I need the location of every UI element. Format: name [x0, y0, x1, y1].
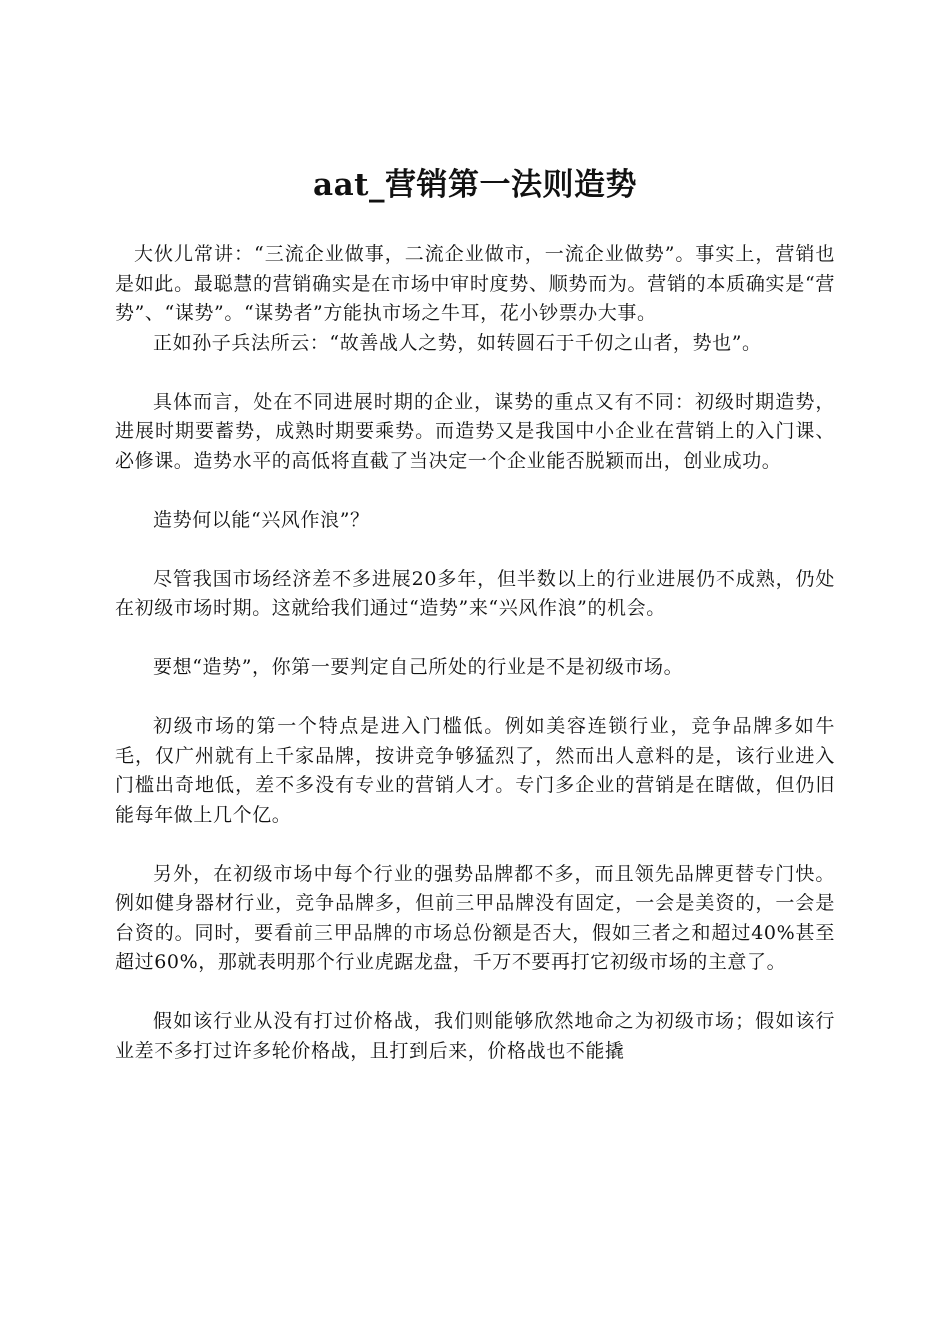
paragraph-spacer: [115, 683, 835, 713]
paragraph-8: 另外，在初级市场中每个行业的强势品牌都不多，而且领先品牌更替专门快。例如健身器材行业，竞争品牌多，但前三甲品牌没有固定，一会是美资的，一会是台资的。同时，要看前三甲品牌的市场总份额是否大，假如三者之和超过40%甚至超过60%，那就表明那个行业虎踞龙盘，千万不要再打它初级市场的主意了。: [115, 862, 835, 973]
paragraph-spacer: [115, 978, 835, 1008]
paragraph-4: 造势何以能“兴风作浪”？: [153, 508, 370, 531]
paragraph-spacer: [115, 535, 835, 565]
paragraph-1: 大伙儿常讲：“三流企业做事，二流企业做市，一流企业做势”。事实上，营销也是如此。最聪慧的营销确实是在市场中审时度势、顺势而为。营销的本质确实是“营势”、“谋势”。“谋势者”方能执市场之牛耳，花小钞票办大事。: [115, 243, 835, 324]
paragraph-spacer: [115, 476, 835, 506]
paragraph-spacer: [115, 830, 835, 860]
paragraph-6: 要想“造势”，你第一要判定自己所处的行业是不是初级市场。: [153, 656, 684, 678]
document-title: aat_营销第一法则造势: [313, 167, 637, 203]
paragraph-spacer: [115, 624, 835, 654]
paragraph-2: 正如孙子兵法所云：“故善战人之势，如转圆石于千仞之山者，势也”。: [153, 331, 762, 354]
paragraph-spacer: [115, 358, 835, 388]
paragraph-9: 假如该行业从没有打过价格战，我们则能够欣然地命之为初级市场；假如该行业差不多打过许多轮价格战，且打到后来，价格战也不能撬: [115, 1010, 835, 1062]
paragraph-3: 具体而言，处在不同进展时期的企业，谋势的重点又有不同：初级时期造势，进展时期要蓄势，成熟时期要乘势。而造势又是我国中小企业在营销上的入门课、必修课。造势水平的高低将直截了当决定一个企业能否脱颖而出，创业成功。: [115, 390, 835, 472]
document-body: [115, 240, 835, 1066]
paragraph-5: 尽管我国市场经济差不多进展20多年，但半数以上的行业进展仍不成熟，仍处在初级市场时期。这就给我们通过“造势”来“兴风作浪”的机会。: [115, 567, 835, 619]
paragraph-7: 初级市场的第一个特点是进入门槛低。例如美容连锁行业，竞争品牌多如牛毛，仅广州就有上千家品牌，按讲竞争够猛烈了，然而出人意料的是，该行业进入门槛出奇地低，差不多没有专业的营销人才。专门多企业的营销是在瞎做，但仍旧能每年做上几个亿。: [115, 715, 835, 826]
